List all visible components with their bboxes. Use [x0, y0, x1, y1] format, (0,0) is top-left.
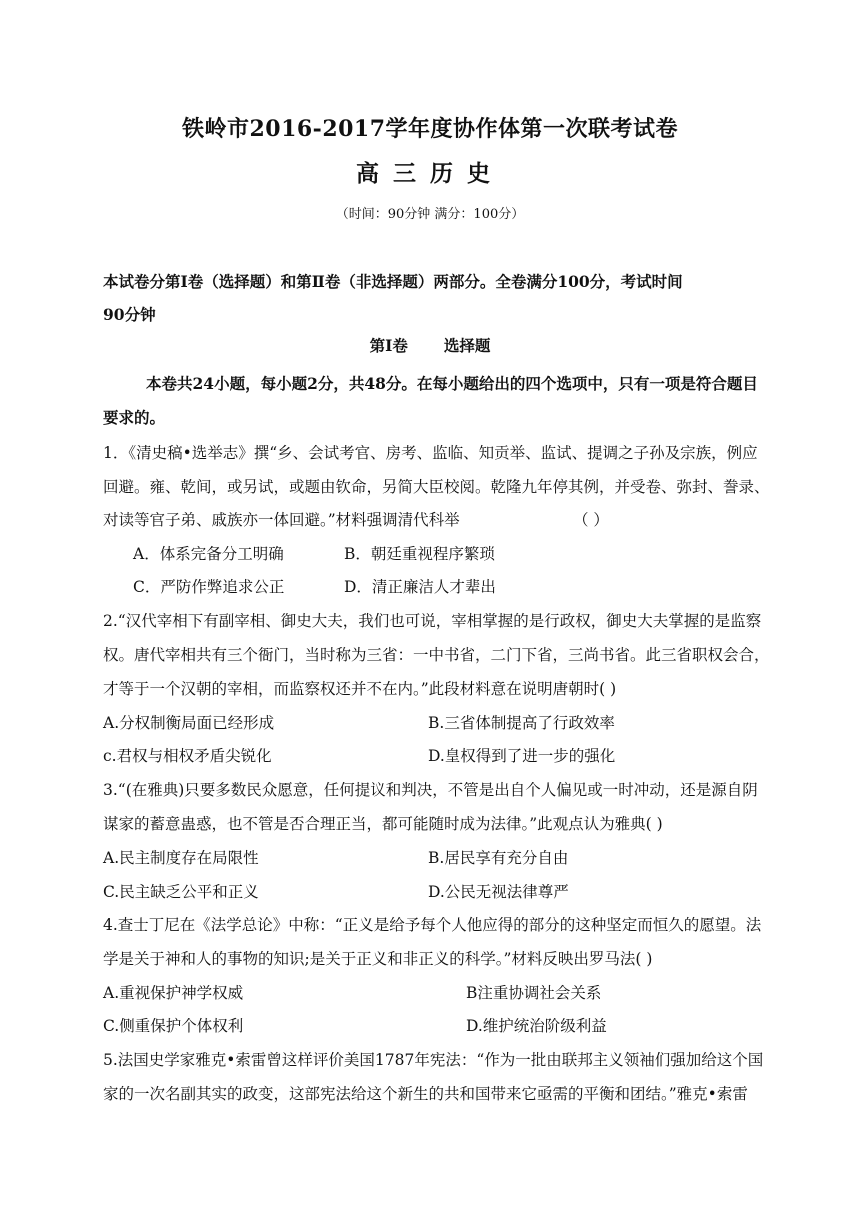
q4-option-a: A.重视保护神学权威: [103, 984, 244, 1002]
q1-line-1: 1．《清史稿•选举志》撰“乡、会试考官、房考、监临、知贡举、监试、提调之子孙及宗族，例应: [103, 444, 758, 462]
q3-option-b: B.居民享有充分自由: [428, 849, 569, 867]
time-info: （时间：90分钟 满分：100分）: [335, 207, 525, 222]
exam-title: 铁岭市2016-2017学年度协作体第一次联考试卷: [181, 116, 679, 142]
instructions-line-1: 本试卷分第Ⅰ卷（选择题）和第Ⅱ卷（非选择题）两部分。全卷满分100分，考试时间: [103, 272, 683, 291]
q3-option-d: D.公民无视法律尊严: [428, 883, 569, 901]
q4-option-b: B注重协调社会关系: [466, 984, 602, 1002]
section-label: 第Ⅰ卷: [369, 336, 408, 355]
q2-option-c: c.君权与相权矛盾尖锐化: [103, 747, 272, 765]
q2-option-b: B.三省体制提高了行政效率: [428, 714, 615, 732]
q2-option-d: D.皇权得到了进一步的强化: [428, 747, 616, 765]
q3-option-c: C.民主缺乏公平和正义: [103, 883, 259, 901]
q1-option-d: D．清正廉洁人才辈出: [344, 578, 496, 596]
q3-option-a: A.民主制度存在局限性: [103, 849, 259, 867]
q4-line-2: 学是关于神和人的事物的知识;是关于正义和非正义的科学。”材料反映出罗马法( ): [103, 950, 653, 968]
q4-line-1: 4.查士丁尼在《法学总论》中称：“正义是给予每个人他应得的部分的这种坚定而恒久的愿望。法: [103, 916, 762, 934]
q1-answer-blank: （ ）: [573, 511, 609, 529]
q2-line-1: 2.“汉代宰相下有副宰相、御史大夫，我们也可说，宰相掌握的是行政权，御史大夫掌握的是监察: [103, 612, 762, 630]
section-heading: [0, 334, 860, 356]
section-name: 选择题: [443, 336, 491, 355]
q1-option-c: C．严防作弊追求公正: [133, 578, 285, 596]
exam-subject: 高三历史: [356, 160, 504, 187]
q4-option-c: C.侧重保护个体权利: [103, 1017, 244, 1035]
q1-option-b: B．朝廷重视程序繁琐: [344, 545, 495, 563]
section-intro-line-2: 要求的。: [103, 408, 166, 427]
q4-option-d: D.维护统治阶级利益: [466, 1017, 607, 1035]
q1-option-a: A．体系完备分工明确: [133, 545, 284, 563]
q2-option-a: A.分权制衡局面已经形成: [103, 714, 275, 732]
section-intro-line-1: 本卷共24小题，每小题2分，共48分。在每小题给出的四个选项中，只有一项是符合题目: [146, 374, 758, 393]
instructions-line-2: 90分钟: [103, 305, 156, 324]
q5-line-2: 家的一次名副其实的政变，这部宪法给这个新生的共和国带来它亟需的平衡和团结。”雅克•索雷: [103, 1085, 748, 1103]
q1-line-3: 对读等官子弟、戚族亦一体回避。”材料强调清代科举: [103, 511, 460, 529]
q2-line-2: 权。唐代宰相共有三个衙门，当时称为三省：一中书省，二门下省，三尚书省。此三省职权会合，: [103, 646, 770, 664]
q1-line-2: 回避。雍、乾间，或另试，或题由钦命，另简大臣校阅。乾隆九年停其例，并受卷、弥封、誊录、: [103, 478, 770, 496]
q3-line-1: 3.“(在雅典)只要多数民众愿意，任何提议和判决，不管是出自个人偏见或一时冲动，还是源自阴: [103, 781, 758, 799]
q2-line-3: 才等于一个汉朝的宰相，而监察权还并不在内。”此段材料意在说明唐朝时( ): [103, 680, 617, 698]
q5-line-1: 5.法国史学家雅克•索雷曾这样评价美国1787年宪法：“作为一批由联邦主义领袖们强加给这个国: [103, 1051, 764, 1069]
q3-line-2: 谋家的蓄意蛊惑，也不管是否合理正当，都可能随时成为法律。”此观点认为雅典( ): [103, 815, 663, 833]
